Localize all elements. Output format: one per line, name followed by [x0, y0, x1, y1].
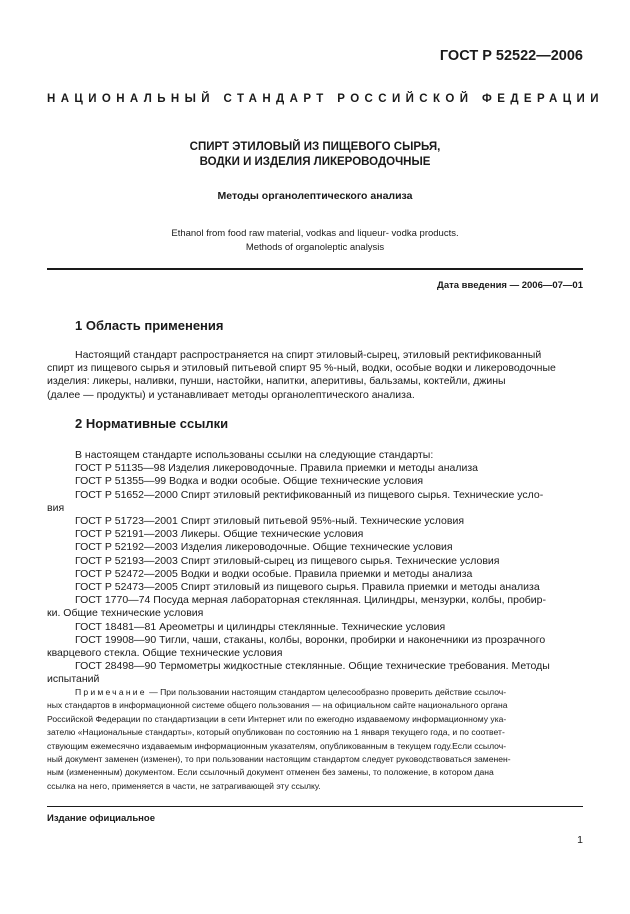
title-line-1: СПИРТ ЭТИЛОВЫЙ ИЗ ПИЩЕВОГО СЫРЬЯ,	[189, 141, 441, 153]
page-number: 1	[577, 834, 583, 846]
reference-item: ГОСТ Р 52191—2003 Ликеры. Общие технические условия	[75, 528, 364, 541]
reference-item: ГОСТ Р 51652—2000 Спирт этиловый ректификованный из пищевого сырья. Технические усло-	[75, 488, 544, 501]
national-standard-banner: НАЦИОНАЛЬНЫЙ СТАНДАРТ РОССИЙСКОЙ ФЕДЕРАЦИИ	[47, 93, 604, 105]
edition-label: Издание официальное	[47, 813, 155, 824]
note-label: Примечание	[75, 687, 147, 697]
reference-item: ГОСТ Р 52193—2003 Спирт этиловый-сырец из пищевого сырья. Технические условия	[75, 554, 500, 567]
reference-item: ГОСТ Р 51135—98 Изделия ликероводочные. Правила приемки и методы анализа	[75, 462, 479, 475]
note-line: ным (измененным) документом. Если ссылочный документ отменен без замены, то положение, в котором дана	[47, 767, 494, 778]
bottom-divider	[47, 806, 583, 807]
note-line: ссылка на него, применяется в части, не затрагивающей эту ссылку.	[47, 780, 321, 791]
note-line: зателю «Национальные стандарты», который опубликован по состоянию на 1 января текущего года, и по соответ-	[47, 727, 505, 738]
note-line: ных стандартов в информационной системе общего пользования — на официальном сайте национального органа	[47, 700, 508, 711]
reference-item: ГОСТ Р 52473—2005 Спирт этиловый из пищевого сырья. Правила приемки и методы анализа	[75, 581, 540, 594]
english-title-line-2: Methods of organoleptic analysis	[245, 242, 385, 253]
section-1-heading: 1 Область применения	[75, 318, 224, 333]
top-divider	[47, 268, 583, 270]
reference-item: ГОСТ 28498—90 Термометры жидкостные стеклянные. Общие технические требования. Методы	[75, 660, 550, 673]
reference-item-continued: вия	[47, 501, 65, 514]
reference-item-continued: ки. Общие технические условия	[47, 607, 204, 620]
note-text: — При пользовании настоящим стандартом целесообразно проверить действие ссылоч-	[149, 687, 507, 697]
text-line: (далее — продукты) и устанавливает методы органолептического анализа.	[47, 388, 415, 401]
references-intro: В настоящем стандарте использованы ссылки на следующие стандарты:	[75, 449, 434, 461]
reference-item: ГОСТ 1770—74 Посуда мерная лабораторная стеклянная. Цилиндры, мензурки, колбы, пробир-	[75, 594, 546, 607]
reference-item: ГОСТ Р 52472—2005 Водки и водки особые. Правила приемки и методы анализа	[75, 567, 473, 580]
section-2-heading: 2 Нормативные ссылки	[75, 416, 229, 431]
document-subtitle: Методы органолептического анализа	[217, 190, 413, 202]
note-line: ный документ заменен (изменен), то при пользовании настоящим стандартом следует руководствоваться заменен-	[47, 754, 511, 765]
text-line: Настоящий стандарт распространяется на спирт этиловый-сырец, этиловый ректификованный	[75, 349, 542, 361]
text-line: изделия: ликеры, наливки, пунши, настойки, напитки, аперитивы, бальзамы, коктейли, джины	[47, 375, 506, 388]
note-line: Российской Федерации по стандартизации в сети Интернет или по ежегодно издаваемому информационному ука-	[47, 713, 507, 724]
note-line: ствующим ежемесячно издаваемым информационным указателям, опубликованным в текущем году.Если ссылоч-	[47, 740, 507, 751]
english-title-line-1: Ethanol from food raw material, vodkas and liqueur- vodka products.	[171, 228, 459, 239]
document-code: ГОСТ Р 52522—2006	[439, 48, 583, 64]
introduction-date: Дата введения — 2006—07—01	[437, 280, 583, 291]
reference-item: ГОСТ Р 51723—2001 Спирт этиловый питьевой 95%-ный. Технические условия	[75, 515, 465, 528]
normative-references-list	[47, 449, 583, 687]
english-title	[0, 227, 630, 255]
text-line: спирт из пищевого сырья и этиловый питьевой спирт 95 %-ный, водки, особые водки и ликероводочные	[47, 362, 556, 375]
title-line-2: ВОДКИ И ИЗДЕЛИЯ ЛИКЕРОВОДОЧНЫЕ	[199, 156, 431, 168]
reference-item-continued: испытаний	[47, 673, 100, 686]
reference-item: ГОСТ Р 51355—99 Водка и водки особые. Общие технические условия	[75, 475, 424, 488]
reference-item: ГОСТ 19908—90 Тигли, чаши, стаканы, колбы, воронки, пробирки и наконечники из прозрачного	[75, 633, 546, 646]
note-block	[47, 686, 583, 793]
document-title	[0, 140, 630, 170]
section-1-text	[47, 349, 583, 402]
reference-item-continued: кварцевого стекла. Общие технические условия	[47, 647, 283, 660]
note-first-line	[47, 686, 583, 699]
reference-item: ГОСТ 18481—81 Ареометры и цилиндры стеклянные. Технические условия	[75, 620, 446, 633]
reference-item: ГОСТ Р 52192—2003 Изделия ликероводочные. Общие технические условия	[75, 541, 453, 554]
